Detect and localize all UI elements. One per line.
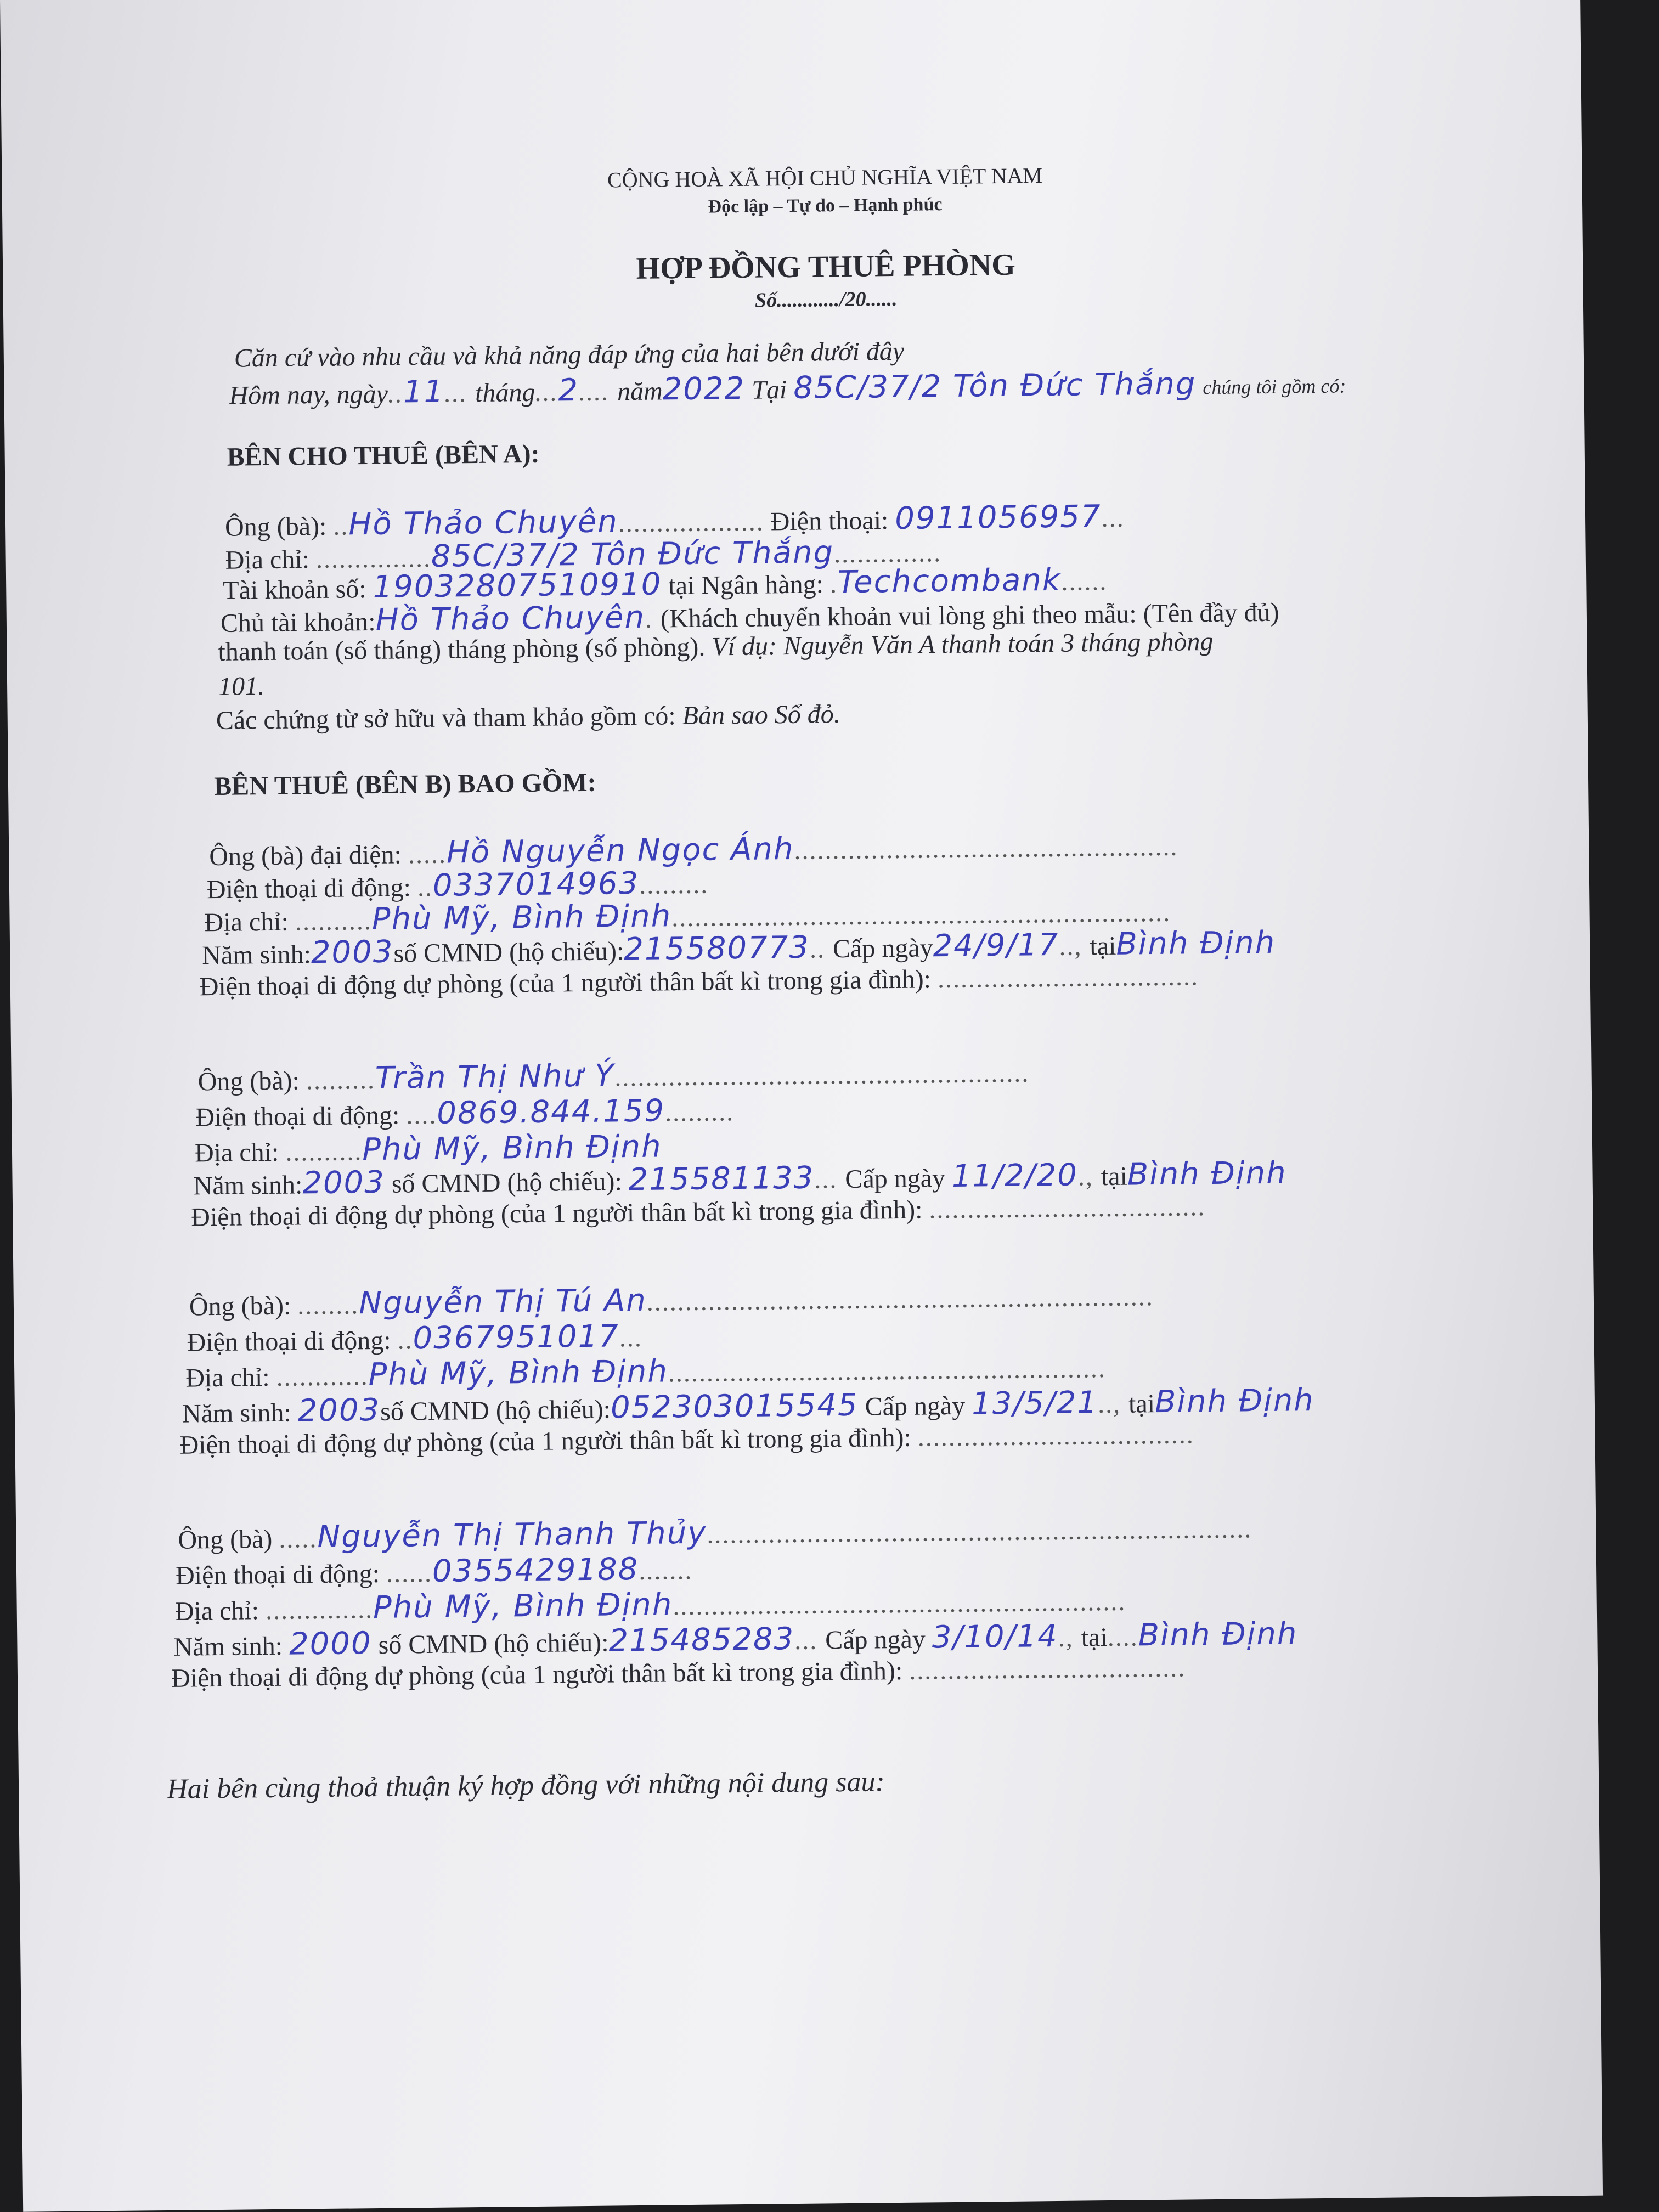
mobile-label: Điện thoại di động:	[175, 1559, 380, 1590]
party-a-account-label: Tài khoản số:	[223, 574, 366, 605]
party-a-name: Hồ Thảo Chuyên	[348, 504, 619, 543]
year-value: 2022	[662, 370, 746, 408]
member-2-issued: 11/2/20	[951, 1157, 1079, 1194]
member-4-place: Bình Định	[1138, 1616, 1298, 1654]
member-3-address: Phù Mỹ, Bình Định	[368, 1353, 669, 1393]
party-a-account: 19032807510910	[373, 566, 662, 605]
member-2-address-row: Địa chỉ: ..........Phù Mỹ, Bình Định	[194, 1128, 662, 1168]
backup-label: Điện thoại di động dự phòng (của 1 người thân bất kì trong gia đình):	[179, 1423, 912, 1460]
member-3-id-row: Năm sinh: 2003số CMND (hộ chiếu):052303015545 Cấp ngày 13/5/21.., tạiBình Định	[182, 1383, 1315, 1429]
member-3-mobile: 0367951017	[413, 1318, 620, 1357]
day-value: 11	[403, 374, 445, 410]
member-3-issued: 13/5/21	[971, 1385, 1098, 1422]
party-a-holder-label: Chủ tài khoản:	[220, 607, 376, 638]
member-2-name: Trần Thị Như Ý	[375, 1058, 615, 1096]
party-a-address-row: Địa chỉ: ...............85C/37/2 Tôn Đức Thắng..............	[225, 534, 942, 575]
transfer-note: (Khách chuyển khoản vui lòng ghi theo mẫu: (Tên đầy đủ)	[660, 597, 1279, 634]
id-label: số CMND (hộ chiếu):	[391, 1167, 623, 1199]
member-1-id: 215580773	[623, 929, 810, 968]
member-3-address-row: Địa chỉ: ............Phù Mỹ, Bình Định.........................................................	[185, 1353, 1107, 1393]
at-label: tại	[1081, 1623, 1108, 1652]
party-a-docs-row	[216, 699, 840, 736]
id-label: số CMND (hộ chiếu):	[380, 1395, 611, 1426]
id-label: số CMND (hộ chiếu):	[393, 936, 624, 968]
party-a-name-row: Ông (bà): ..Hồ Thảo Chuyên................... Điện thoại: 0911056957...	[224, 499, 1125, 543]
issued-label: Cấp ngày	[845, 1164, 946, 1194]
member-4-backup-row: Điện thoại di động dự phòng (của 1 người thân bất kì trong gia đình): ....................................	[171, 1653, 1186, 1693]
issued-label: Cấp ngày	[825, 1624, 926, 1655]
party-a-account-row: Tài khoản số: 19032807510910 tại Ngân hàng: .Techcombank......	[223, 562, 1108, 605]
member-2-address: Phù Mỹ, Bình Định	[362, 1128, 662, 1168]
birth-label: Năm sinh:	[182, 1398, 291, 1429]
member-2-birth: 2003	[302, 1164, 386, 1201]
party-a-bank-label: tại Ngân hàng:	[668, 569, 824, 601]
month-label: tháng	[475, 377, 535, 408]
address-label: Địa chỉ:	[204, 907, 289, 938]
country-name: CỘNG HOÀ XÃ HỘI CHỦ NGHĨA VIỆT NAM	[607, 163, 1043, 193]
address-label: Địa chỉ:	[185, 1362, 270, 1393]
member-4-issued: 3/10/14	[932, 1618, 1058, 1656]
mobile-label: Điện thoại di động:	[206, 873, 411, 905]
member-3-birth: 2003	[297, 1392, 381, 1429]
month-value: 2	[558, 372, 579, 409]
date-line: Hôm nay, ngày..11... tháng...2.... năm2022 Tại 85C/37/2 Tôn Đức Thắng chúng tôi gồm có:	[229, 366, 1346, 410]
motto: Độc lập – Tự do – Hạnh phúc	[708, 194, 943, 217]
transfer-example-end: 101.	[218, 672, 265, 701]
party-a-docs: Bản sao Sổ đỏ.	[682, 699, 840, 731]
party-a-heading: BÊN CHO THUÊ (BÊN A):	[227, 439, 540, 472]
party-a-bank: Techcombank	[837, 562, 1062, 601]
place-value: 85C/37/2 Tôn Đức Thắng	[793, 366, 1197, 406]
member-2-id: 215581133	[628, 1160, 815, 1198]
mobile-label: Điện thoại di động:	[187, 1325, 391, 1357]
year-label: năm	[617, 376, 663, 407]
intro-suffix: chúng tôi gồm có:	[1203, 375, 1346, 399]
member-4-birth: 2000	[289, 1626, 372, 1662]
intro-line: Căn cứ vào nhu cầu và khả năng đáp ứng của hai bên dưới đây	[234, 336, 905, 373]
mobile-label: Điện thoại di động:	[195, 1101, 400, 1132]
party-a-address: 85C/37/2 Tôn Đức Thắng	[431, 534, 834, 574]
member-3-mobile-row: Điện thoại di động: ..0367951017...	[187, 1318, 643, 1357]
at-label: tại	[1101, 1161, 1128, 1192]
member-2-name-row: Ông (bà): .........Trần Thị Như Ý......................................................	[198, 1058, 1030, 1097]
birth-label: Năm sinh:	[193, 1170, 303, 1201]
party-a-phone: 0911056957	[894, 499, 1102, 537]
party-a-holder-row: Chủ tài khoản:Hồ Thảo Chuyên. (Khách chuyển khoản vui lòng ghi theo mẫu: (Tên đầy đủ)	[220, 597, 1279, 638]
member-3-id: 052303015545	[610, 1387, 859, 1426]
member-3-name-row: Ông (bà): ........Nguyễn Thị Tú An..................................................................	[189, 1282, 1154, 1322]
transfer-example: Ví dụ: Nguyễn Văn A thanh toán 3 tháng phòng	[711, 627, 1214, 662]
name-label: Ông (bà)	[178, 1524, 273, 1555]
at-label: tại	[1128, 1389, 1155, 1419]
id-label: số CMND (hộ chiếu):	[378, 1628, 609, 1660]
member-1-mobile: 0337014963	[432, 865, 640, 904]
issued-label: Cấp ngày	[865, 1391, 966, 1421]
member-4-name-row: Ông (bà) .....Nguyễn Thị Thanh Thủy.......................................................................	[178, 1514, 1252, 1555]
party-a-name-label: Ông (bà):	[224, 511, 327, 542]
member-4-id: 215485283	[608, 1621, 795, 1659]
party-a-holder: Hồ Thảo Chuyên	[375, 599, 646, 638]
birth-label: Năm sinh:	[201, 940, 312, 970]
member-2-backup-row: Điện thoại di động dự phòng (của 1 người thân bất kì trong gia đình): ....................................	[190, 1192, 1206, 1232]
member-1-backup-row: Điện thoại di động dự phòng (của 1 người thân bất kì trong gia đình): ..................................	[199, 962, 1199, 1002]
member-1-address-row: Địa chỉ: ..........Phù Mỹ, Bình Định.................................................................	[204, 898, 1171, 938]
party-a-address-label: Địa chỉ:	[225, 545, 310, 575]
member-2-mobile-row: Điện thoại di động: ....0869.844.159.........	[195, 1093, 735, 1132]
member-1-id-row: Năm sinh:2003số CMND (hộ chiếu):215580773.. Cấp ngày24/9/17.., tạiBình Định	[201, 924, 1276, 971]
party-b-heading: BÊN THUÊ (BÊN B) BAO GỒM:	[213, 768, 596, 801]
party-a-phone-label: Điện thoại:	[770, 506, 889, 537]
member-2-place: Bình Định	[1127, 1155, 1287, 1193]
document-title: HỢP ĐỒNG THUÊ PHÒNG	[636, 247, 1016, 286]
member-4-id-row: Năm sinh: 2000 số CMND (hộ chiếu):215485283... Cấp ngày 3/10/14., tại....Bình Định	[173, 1616, 1298, 1662]
issued-label: Cấp ngày	[832, 933, 933, 964]
backup-label: Điện thoại di động dự phòng (của 1 người thân bất kì trong gia đình):	[171, 1656, 903, 1693]
party-a-docs-label: Các chứng từ sở hữu và tham khảo gồm có:	[216, 701, 676, 735]
at-label: Tại	[751, 375, 787, 405]
member-rep-label: Ông (bà) đại diện:	[209, 840, 402, 872]
member-3-name: Nguyễn Thị Tú An	[358, 1282, 647, 1322]
member-4-mobile: 0355429188	[432, 1551, 639, 1589]
member-1-issued: 24/9/17	[933, 927, 1059, 964]
name-label: Ông (bà):	[198, 1066, 300, 1097]
today-label: Hôm nay, ngày	[229, 379, 388, 410]
member-4-address: Phù Mỹ, Bình Định	[373, 1587, 673, 1626]
birth-label: Năm sinh:	[173, 1631, 283, 1662]
member-1-place: Bình Định	[1116, 924, 1276, 962]
member-1-birth: 2003	[311, 934, 394, 971]
member-2-mobile: 0869.844.159	[436, 1093, 665, 1131]
member-1-name-row: Ông (bà) đại diện: .....Hồ Nguyễn Ngọc Ánh..................................................	[209, 831, 1178, 872]
address-label: Địa chỉ:	[174, 1596, 259, 1626]
transfer-note2: thanh toán (số tháng) tháng phòng (số phòng).	[218, 632, 706, 667]
member-2-id-row: Năm sinh:2003 số CMND (hộ chiếu): 215581133... Cấp ngày 11/2/20., tạiBình Định	[193, 1155, 1287, 1201]
member-4-mobile-row: Điện thoại di động: ......0355429188.......	[175, 1551, 693, 1590]
member-4-name: Nguyễn Thị Thanh Thủy	[317, 1515, 707, 1555]
backup-label: Điện thoại di động dự phòng (của 1 người thân bất kì trong gia đình):	[199, 964, 932, 1002]
member-1-address: Phù Mỹ, Bình Định	[371, 898, 672, 937]
address-label: Địa chỉ:	[194, 1137, 279, 1168]
member-1-name: Hồ Nguyễn Ngọc Ánh	[446, 831, 794, 871]
closing-line: Hai bên cùng thoả thuận ký hợp đồng với những nội dung sau:	[166, 1766, 885, 1805]
at-label: tại	[1090, 931, 1116, 961]
contract-number: Số............/20......	[754, 287, 898, 312]
backup-label: Điện thoại di động dự phòng (của 1 người thân bất kì trong gia đình):	[190, 1195, 923, 1232]
member-3-place: Bình Định	[1154, 1383, 1315, 1420]
name-label: Ông (bà):	[189, 1291, 291, 1322]
member-3-backup-row: Điện thoại di động dự phòng (của 1 người thân bất kì trong gia đình): ....................................	[179, 1420, 1194, 1460]
member-1-mobile-row: Điện thoại di động: ..0337014963.........	[206, 865, 709, 905]
member-4-address-row: Địa chỉ: ..............Phù Mỹ, Bình Định...........................................................	[174, 1587, 1126, 1626]
